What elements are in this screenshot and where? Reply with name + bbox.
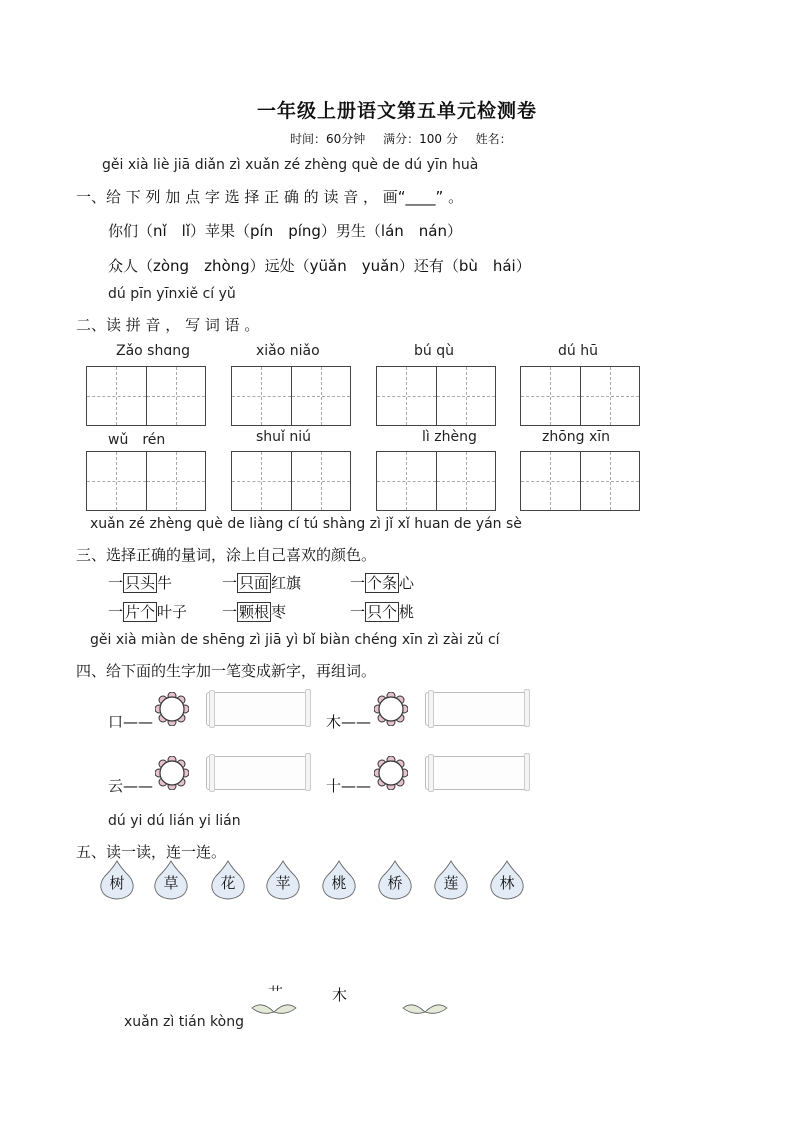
writing-grid[interactable] — [231, 366, 351, 426]
choice-box[interactable]: 只面 — [239, 574, 270, 592]
writing-grid[interactable] — [376, 366, 496, 426]
q5-pinyin: dú yi dú lián yi lián — [108, 813, 241, 829]
leaf-icon[interactable] — [401, 1002, 449, 1018]
measure-word-item: 一 颗根 枣 — [222, 603, 287, 621]
drop-char-label: 花 — [220, 874, 236, 892]
water-drop-char[interactable] — [210, 860, 246, 900]
drop-char-label: 桃 — [331, 874, 347, 892]
q4-heading: 四、给下面的生字加一笔变成新字，再组词。 — [76, 662, 377, 680]
writing-grid[interactable] — [520, 451, 640, 511]
choice-box[interactable]: 只个 — [367, 603, 398, 621]
q1-heading: 一、给 下 列 加 点 字 选 择 正 确 的 读 音 ， 画“____” 。 — [76, 188, 464, 206]
water-drop-char[interactable] — [153, 860, 189, 900]
radical-label: 艹 — [268, 984, 284, 1002]
choice-box[interactable]: 片个 — [125, 603, 156, 621]
q2-word-pinyin: Zǎo shɑng — [116, 343, 190, 359]
water-drop-char[interactable] — [321, 860, 357, 900]
base-char: 木—— — [326, 713, 372, 731]
water-drop-char[interactable] — [489, 860, 525, 900]
writing-grid[interactable] — [231, 451, 351, 511]
q3-pinyin: xuǎn zé zhèng què de liàng cí tú shàng zì jǐ xǐ huan de yán sè — [90, 516, 522, 532]
q2-word-pinyin: lì zhèng — [422, 429, 477, 445]
drop-char-label: 树 — [109, 874, 125, 892]
q1-row-2: 众人（zòng zhòng）远处（yüǎn yuǎn）还有（bù hái） — [108, 257, 531, 275]
choice-box[interactable]: 颗根 — [239, 603, 270, 621]
writing-grid[interactable] — [376, 451, 496, 511]
exam-meta — [290, 130, 526, 147]
measure-word-item: 一 只个 桃 — [350, 603, 415, 621]
water-drop-char[interactable] — [433, 860, 469, 900]
q5-heading: 五、读一读，连一连。 — [76, 843, 227, 861]
name-label: 姓名： — [475, 132, 512, 146]
flower-circle-icon[interactable] — [155, 692, 189, 726]
base-char: 云—— — [108, 777, 154, 795]
q2-word-pinyin: dú hū — [558, 343, 598, 359]
writing-grid[interactable] — [86, 366, 206, 426]
measure-word-item: 一 个条 心 — [350, 574, 415, 592]
q4-pinyin: gěi xià miàn de shēng zì jiā yì bǐ biàn chéng xīn zì zài zǔ cí — [90, 632, 500, 648]
answer-scroll[interactable] — [425, 756, 527, 790]
q3-heading: 三、选择正确的量词，涂上自己喜欢的颜色。 — [76, 546, 377, 564]
writing-grid[interactable] — [520, 366, 640, 426]
leaf-icon[interactable] — [250, 1002, 298, 1018]
flower-circle-icon[interactable] — [155, 756, 189, 790]
score-label: 满分：100 分 — [383, 132, 458, 146]
base-char: 口—— — [108, 713, 154, 731]
answer-scroll[interactable] — [425, 692, 527, 726]
q2-word-pinyin: zhōng xīn — [542, 429, 611, 445]
q2-heading: 二、读 拼 音 ， 写 词 语 。 — [76, 316, 260, 334]
flower-circle-icon[interactable] — [374, 692, 408, 726]
q1-pinyin: gěi xià liè jiā diǎn zì xuǎn zé zhèng què de dú yīn huà — [102, 157, 479, 173]
page-title: 一年级上册语文第五单元检测卷 — [256, 100, 537, 122]
flower-circle-icon[interactable] — [374, 756, 408, 790]
choice-box[interactable]: 个条 — [367, 574, 398, 592]
answer-scroll[interactable] — [206, 756, 308, 790]
base-char: 十—— — [326, 777, 372, 795]
drop-char-label: 桥 — [387, 874, 403, 892]
drop-char-label: 苹 — [275, 874, 291, 892]
time-label: 时间：60分钟 — [290, 132, 366, 146]
q2-word-pinyin: shuǐ niú — [256, 429, 312, 445]
choice-box[interactable]: 只头 — [125, 574, 156, 592]
measure-word-item: 一 只头 牛 — [108, 574, 173, 592]
q6-pinyin: xuǎn zì tián kòng — [124, 1014, 244, 1030]
measure-word-item: 一 片个 叶子 — [108, 603, 188, 621]
q1-row-1: 你们（nǐ lǐ）苹果（pín píng）男生（lán nán） — [108, 222, 462, 240]
drop-char-label: 草 — [163, 874, 179, 892]
writing-grid[interactable] — [86, 451, 206, 511]
q2-pinyin: dú pīn yīnxiě cí yǔ — [108, 286, 236, 302]
q2-word-pinyin: xiǎo niǎo — [256, 343, 320, 359]
measure-word-item: 一 只面 红旗 — [222, 574, 302, 592]
water-drop-char[interactable] — [377, 860, 413, 900]
q2-word-pinyin: bú qù — [414, 343, 454, 359]
drop-char-label: 莲 — [443, 874, 459, 892]
water-drop-char[interactable] — [99, 860, 135, 900]
radical-label: 木 — [332, 986, 348, 1004]
q2-word-pinyin: wǔ rén — [108, 432, 166, 448]
drop-char-label: 林 — [499, 874, 515, 892]
answer-scroll[interactable] — [206, 692, 308, 726]
water-drop-char[interactable] — [265, 860, 301, 900]
